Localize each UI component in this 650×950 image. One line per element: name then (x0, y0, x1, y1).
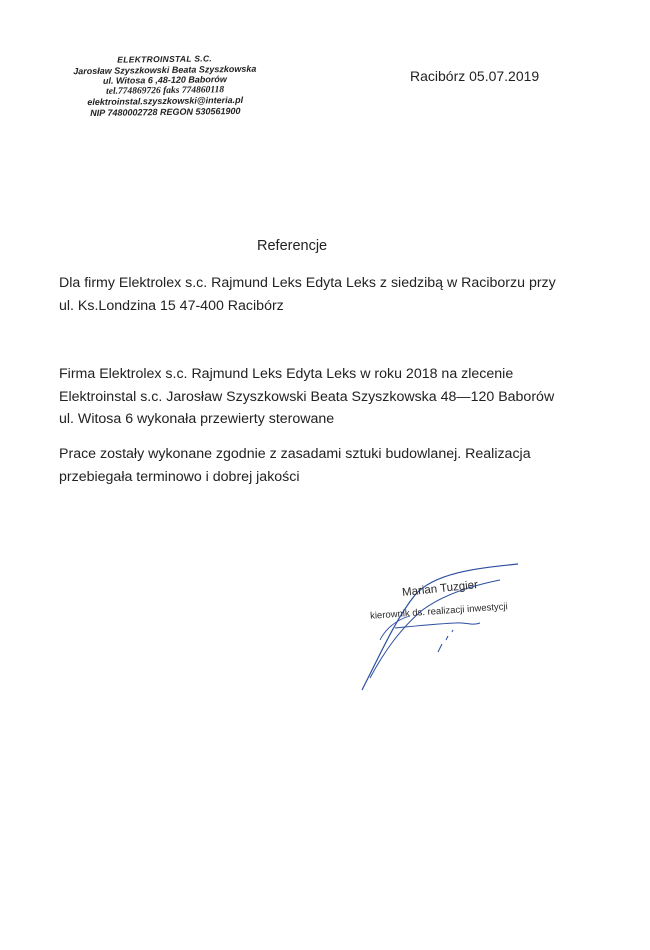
letter-title: Referencje (257, 238, 328, 254)
company-stamp (60, 53, 271, 119)
assessment-line-2: przebiegała terminowo i dobrej jakości (59, 468, 300, 485)
stamp-company-name: ELEKTROINSTAL S.C. (117, 53, 213, 65)
stamp-owners: Jarosław Szyszkowski Beata Szyszkowska (73, 63, 257, 76)
recipient-paragraph (59, 272, 556, 317)
scope-line-1: Firma Elektrolex s.c. Rajmund Leks Edyta Leks w roku 2018 na zlecenie (59, 366, 514, 382)
scope-paragraph (59, 363, 554, 431)
scope-line-2: Elektroinstal s.c. Jarosław Szyszkowski Beata Szyszkowska 48—120 Baborów (59, 388, 555, 405)
signatory-role: kierownik ds. realizacji inwestycji (369, 601, 509, 622)
stamp-phone-fax: tel.774869726 faks 774860118 (106, 84, 225, 97)
recipient-line-2: ul. Ks.Londzina 15 47-400 Racibórz (59, 297, 284, 314)
signature-block (340, 560, 540, 700)
recipient-line-1: Dla firmy Elektrolex s.c. Rajmund Leks Edyta Leks z siedzibą w Raciborzu przy (59, 275, 556, 291)
assessment-line-1: Prace zostały wykonane zgodnie z zasadami sztuki budowlanej. Realizacja (59, 446, 531, 462)
handwritten-signature (340, 560, 540, 700)
place-and-date: Racibórz 05.07.2019 (410, 68, 540, 84)
signatory-name: Marian Tuzgier (401, 579, 479, 599)
scope-line-3: ul. Witosa 6 wykonała przewierty sterowane (59, 411, 335, 427)
stamp-tax-ids: NIP 7480002728 REGON 530561900 (90, 105, 241, 118)
assessment-paragraph (59, 443, 531, 488)
stamp-email: elektroinstal.szyszkowski@interia.pl (87, 94, 244, 108)
stamp-address: ul. Witosa 6 ,48-120 Baborów (102, 74, 227, 86)
